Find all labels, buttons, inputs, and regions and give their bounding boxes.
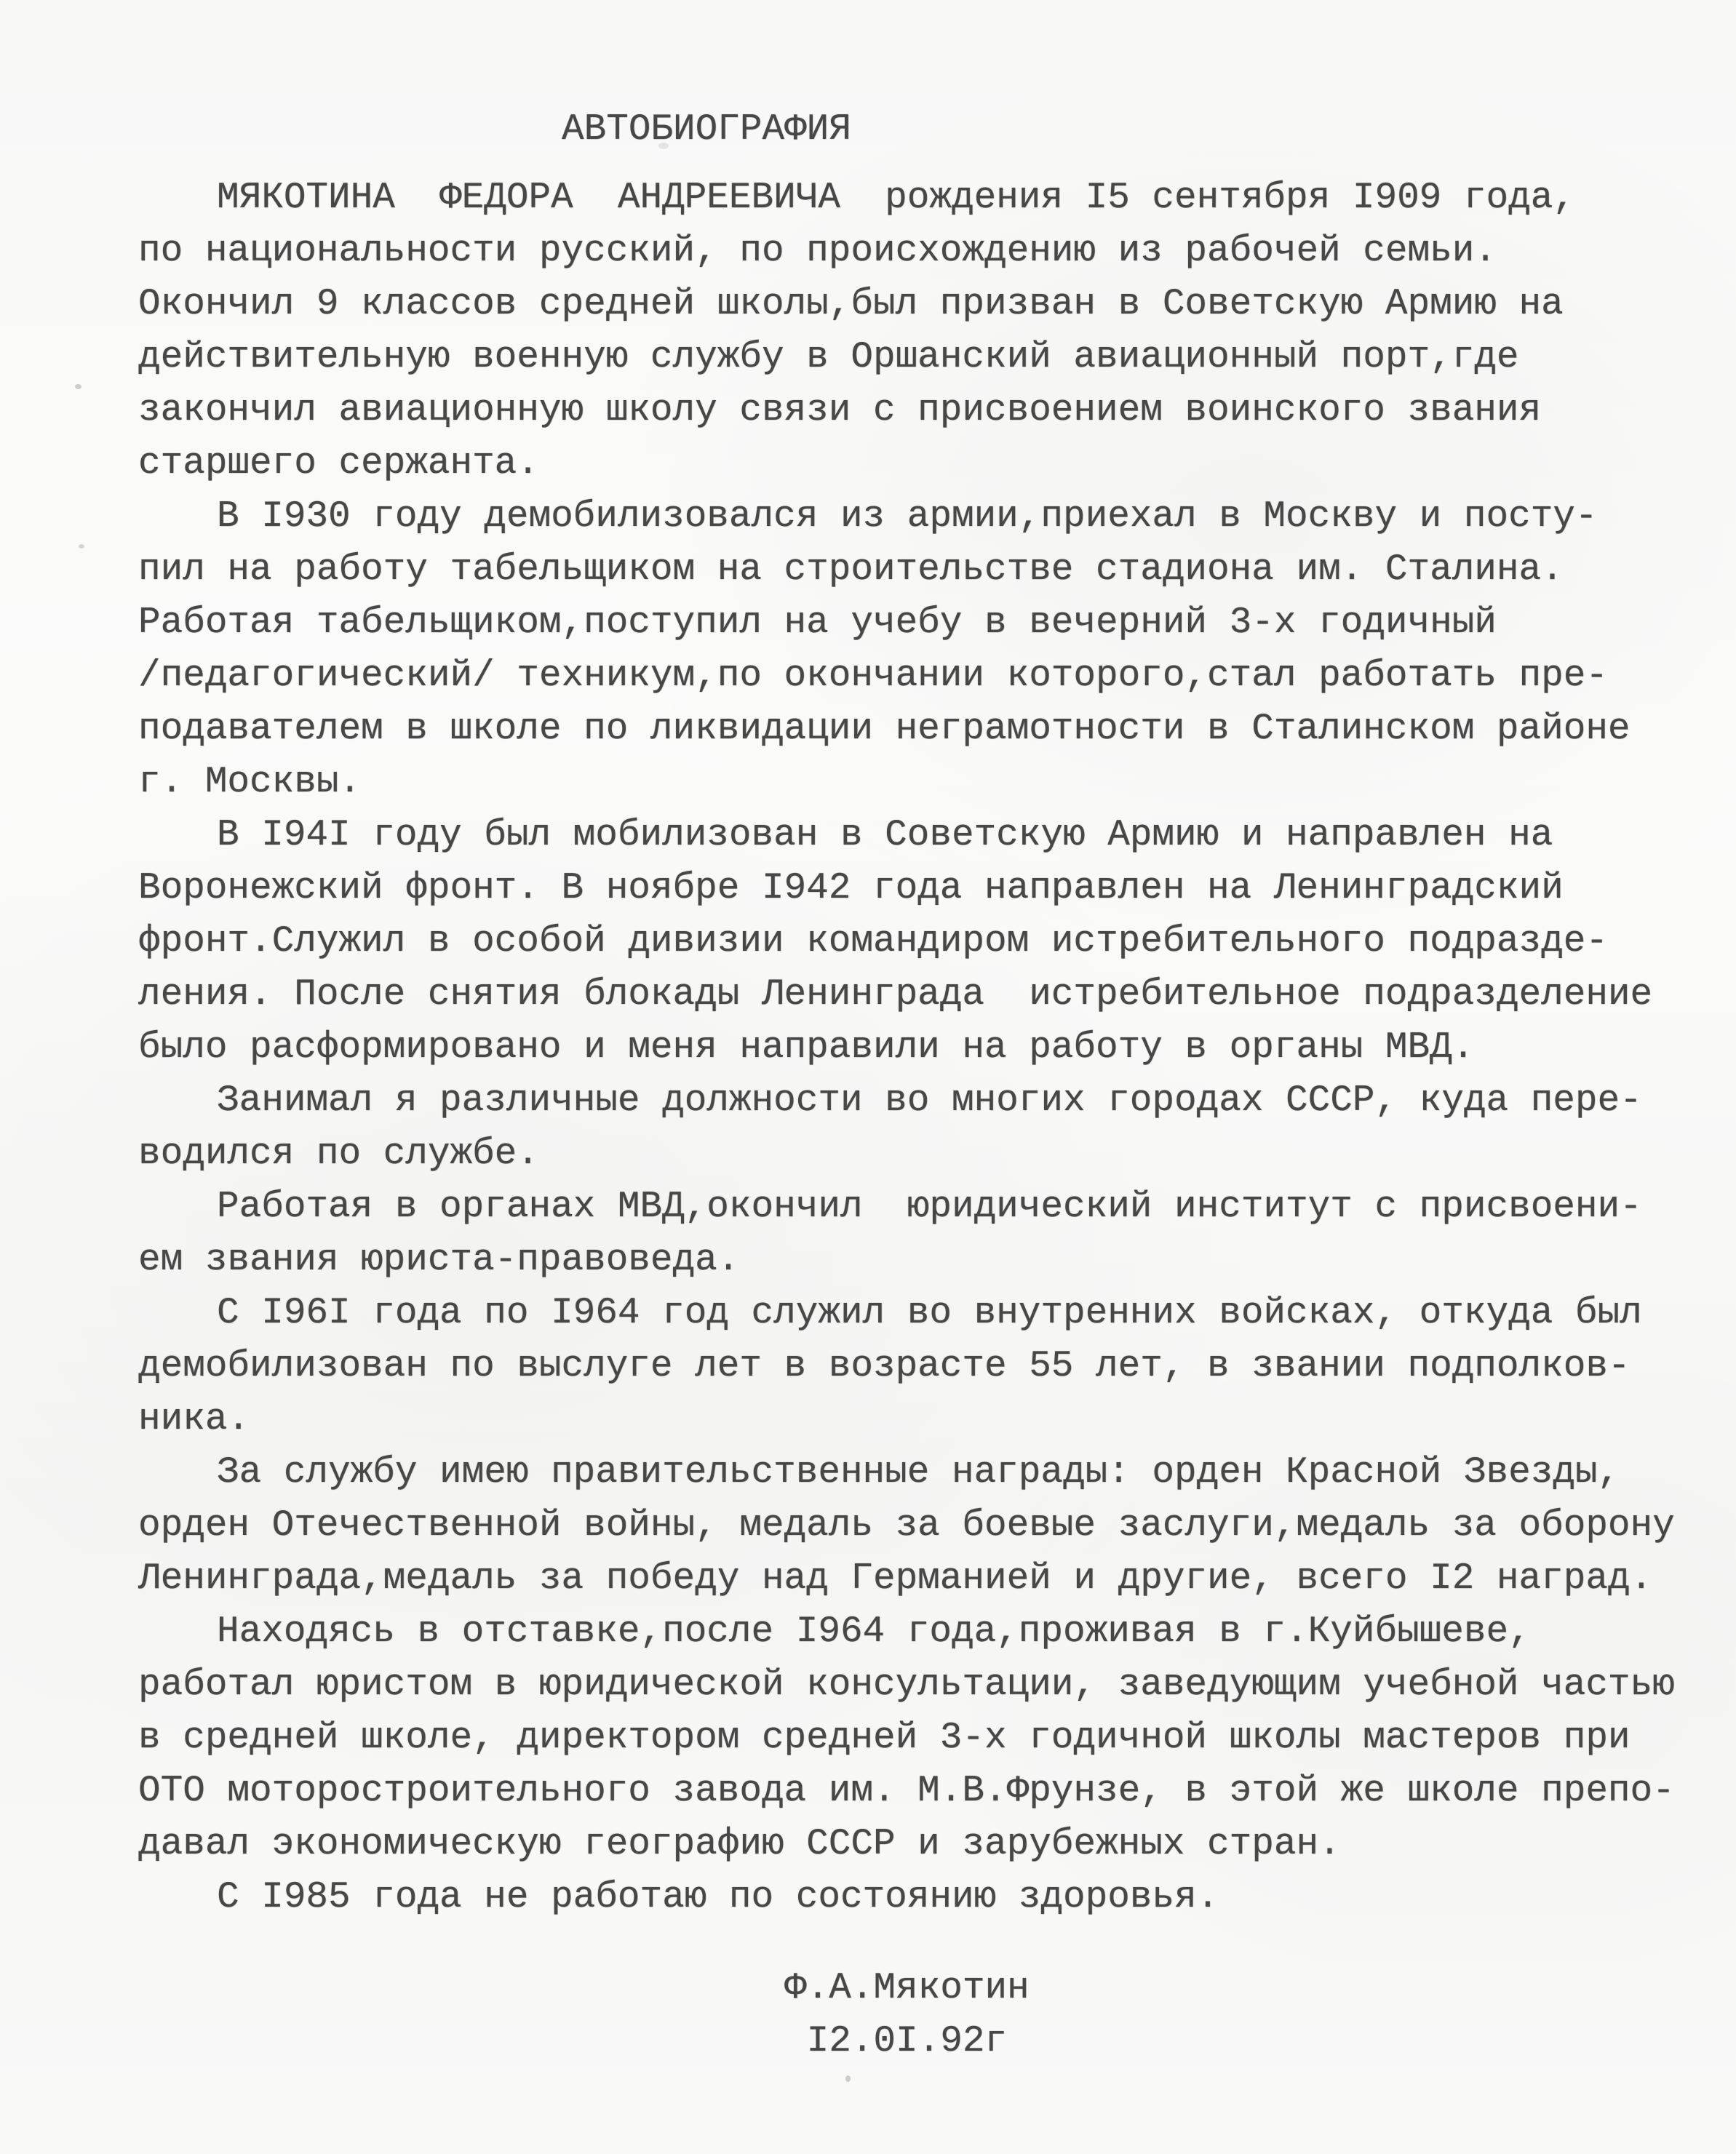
text-line: г. Москвы. xyxy=(138,762,362,803)
text-line: В I930 году демобилизовался из армии,приехал в Москву и посту- xyxy=(217,496,1598,538)
paragraph-positions xyxy=(138,1074,1724,1181)
paragraph-1930-moscow xyxy=(138,490,1724,809)
text-line: Работая в органах МВД,окончил юридический институт с присвоени- xyxy=(217,1186,1642,1228)
text-line: С I985 года не работаю по состоянию здоровья. xyxy=(217,1877,1219,1918)
paragraph-law-institute xyxy=(138,1181,1724,1287)
text-line: Воронежский фронт. В ноябре I942 года направлен на Ленинградский xyxy=(138,868,1564,909)
paragraph-awards xyxy=(138,1446,1724,1605)
text-line: ем звания юриста-правоведа. xyxy=(138,1240,740,1281)
text-line: действительную военную службу в Оршанский авиационный порт,где xyxy=(138,337,1519,378)
text-line: закончил авиационную школу связи с присвоением воинского звания xyxy=(138,390,1542,431)
text-line: давал экономическую географию СССР и зарубежных стран. xyxy=(138,1824,1341,1865)
text-line: пил на работу табельщиком на строительстве стадиона им. Сталина. xyxy=(138,549,1564,591)
text-line: в средней школе, директором средней 3-х годичной школы мастеров при xyxy=(138,1718,1631,1759)
document-title: АВТОБИОГРАФИЯ xyxy=(562,109,851,151)
text-line: МЯКОТИНА ФЕДОРА АНДРЕЕВИЧА рождения I5 сентября I909 года, xyxy=(217,177,1575,219)
paragraph-1961-1964-service xyxy=(138,1287,1724,1446)
text-line: работал юристом в юридической консультации, заведующим учебной частью xyxy=(138,1664,1675,1706)
paragraph-retirement xyxy=(138,1605,1724,1871)
text-line: Занимал я различные должности во многих городах СССР, куда пере- xyxy=(217,1080,1642,1122)
text-line: ления. После снятия блокады Ленинграда истребительное подразделение xyxy=(138,974,1653,1016)
text-line: было расформировано и меня направили на работу в органы МВД. xyxy=(138,1027,1475,1069)
paragraph-health xyxy=(138,1871,1724,1924)
text-line: /педагогический/ техникум,по окончании которого,стал работать пре- xyxy=(138,655,1608,697)
signature-block xyxy=(784,1962,1030,2068)
text-line: За службу имею правительственные награды: орден Красной Звезды, xyxy=(217,1452,1620,1493)
text-line: Находясь в отставке,после I964 года,проживая в г.Куйбышеве, xyxy=(217,1611,1531,1653)
signature-name: Ф.А.Мякотин xyxy=(784,1968,1030,2009)
text-line: Работая табельщиком,поступил на учебу в вечерний 3-х годичный xyxy=(138,602,1497,644)
paragraph-1941-war xyxy=(138,809,1724,1074)
text-line: ника. xyxy=(138,1399,250,1440)
text-line: Окончил 9 классов средней школы,был призван в Советскую Армию на xyxy=(138,284,1564,325)
text-line: ОТО моторостроительного завода им. М.В.Фрунзе, в этой же школе препо- xyxy=(138,1771,1675,1812)
text-line: по национальности русский, по происхождению из рабочей семьи. xyxy=(138,231,1497,272)
text-line: В I94I году был мобилизован в Советскую Армию и направлен на xyxy=(217,815,1553,856)
text-line: старшего сержанта. xyxy=(138,443,539,484)
paragraph-origin xyxy=(138,172,1724,490)
scan-speck xyxy=(75,384,81,389)
text-line: Ленинграда,медаль за победу над Германией и другие, всего I2 наград. xyxy=(138,1558,1653,1600)
text-line: С I96I года по I964 год служил во внутренних войсках, откуда был xyxy=(217,1293,1642,1334)
document-body xyxy=(138,172,1724,1924)
text-line: фронт.Служил в особой дивизии командиром истребительного подразде- xyxy=(138,921,1608,962)
scan-speck xyxy=(79,544,84,549)
text-line: подавателем в школе по ликвидации неграмотности в Сталинском районе xyxy=(138,709,1631,750)
scan-speck xyxy=(845,2075,851,2082)
text-line: демобилизован по выслуге лет в возрасте 55 лет, в звании подполков- xyxy=(138,1346,1631,1387)
signature-date: I2.0I.92г xyxy=(806,2021,1008,2062)
text-line: орден Отечественной войны, медаль за боевые заслуги,медаль за оборону xyxy=(138,1505,1675,1547)
text-line: водился по службе. xyxy=(138,1133,539,1175)
